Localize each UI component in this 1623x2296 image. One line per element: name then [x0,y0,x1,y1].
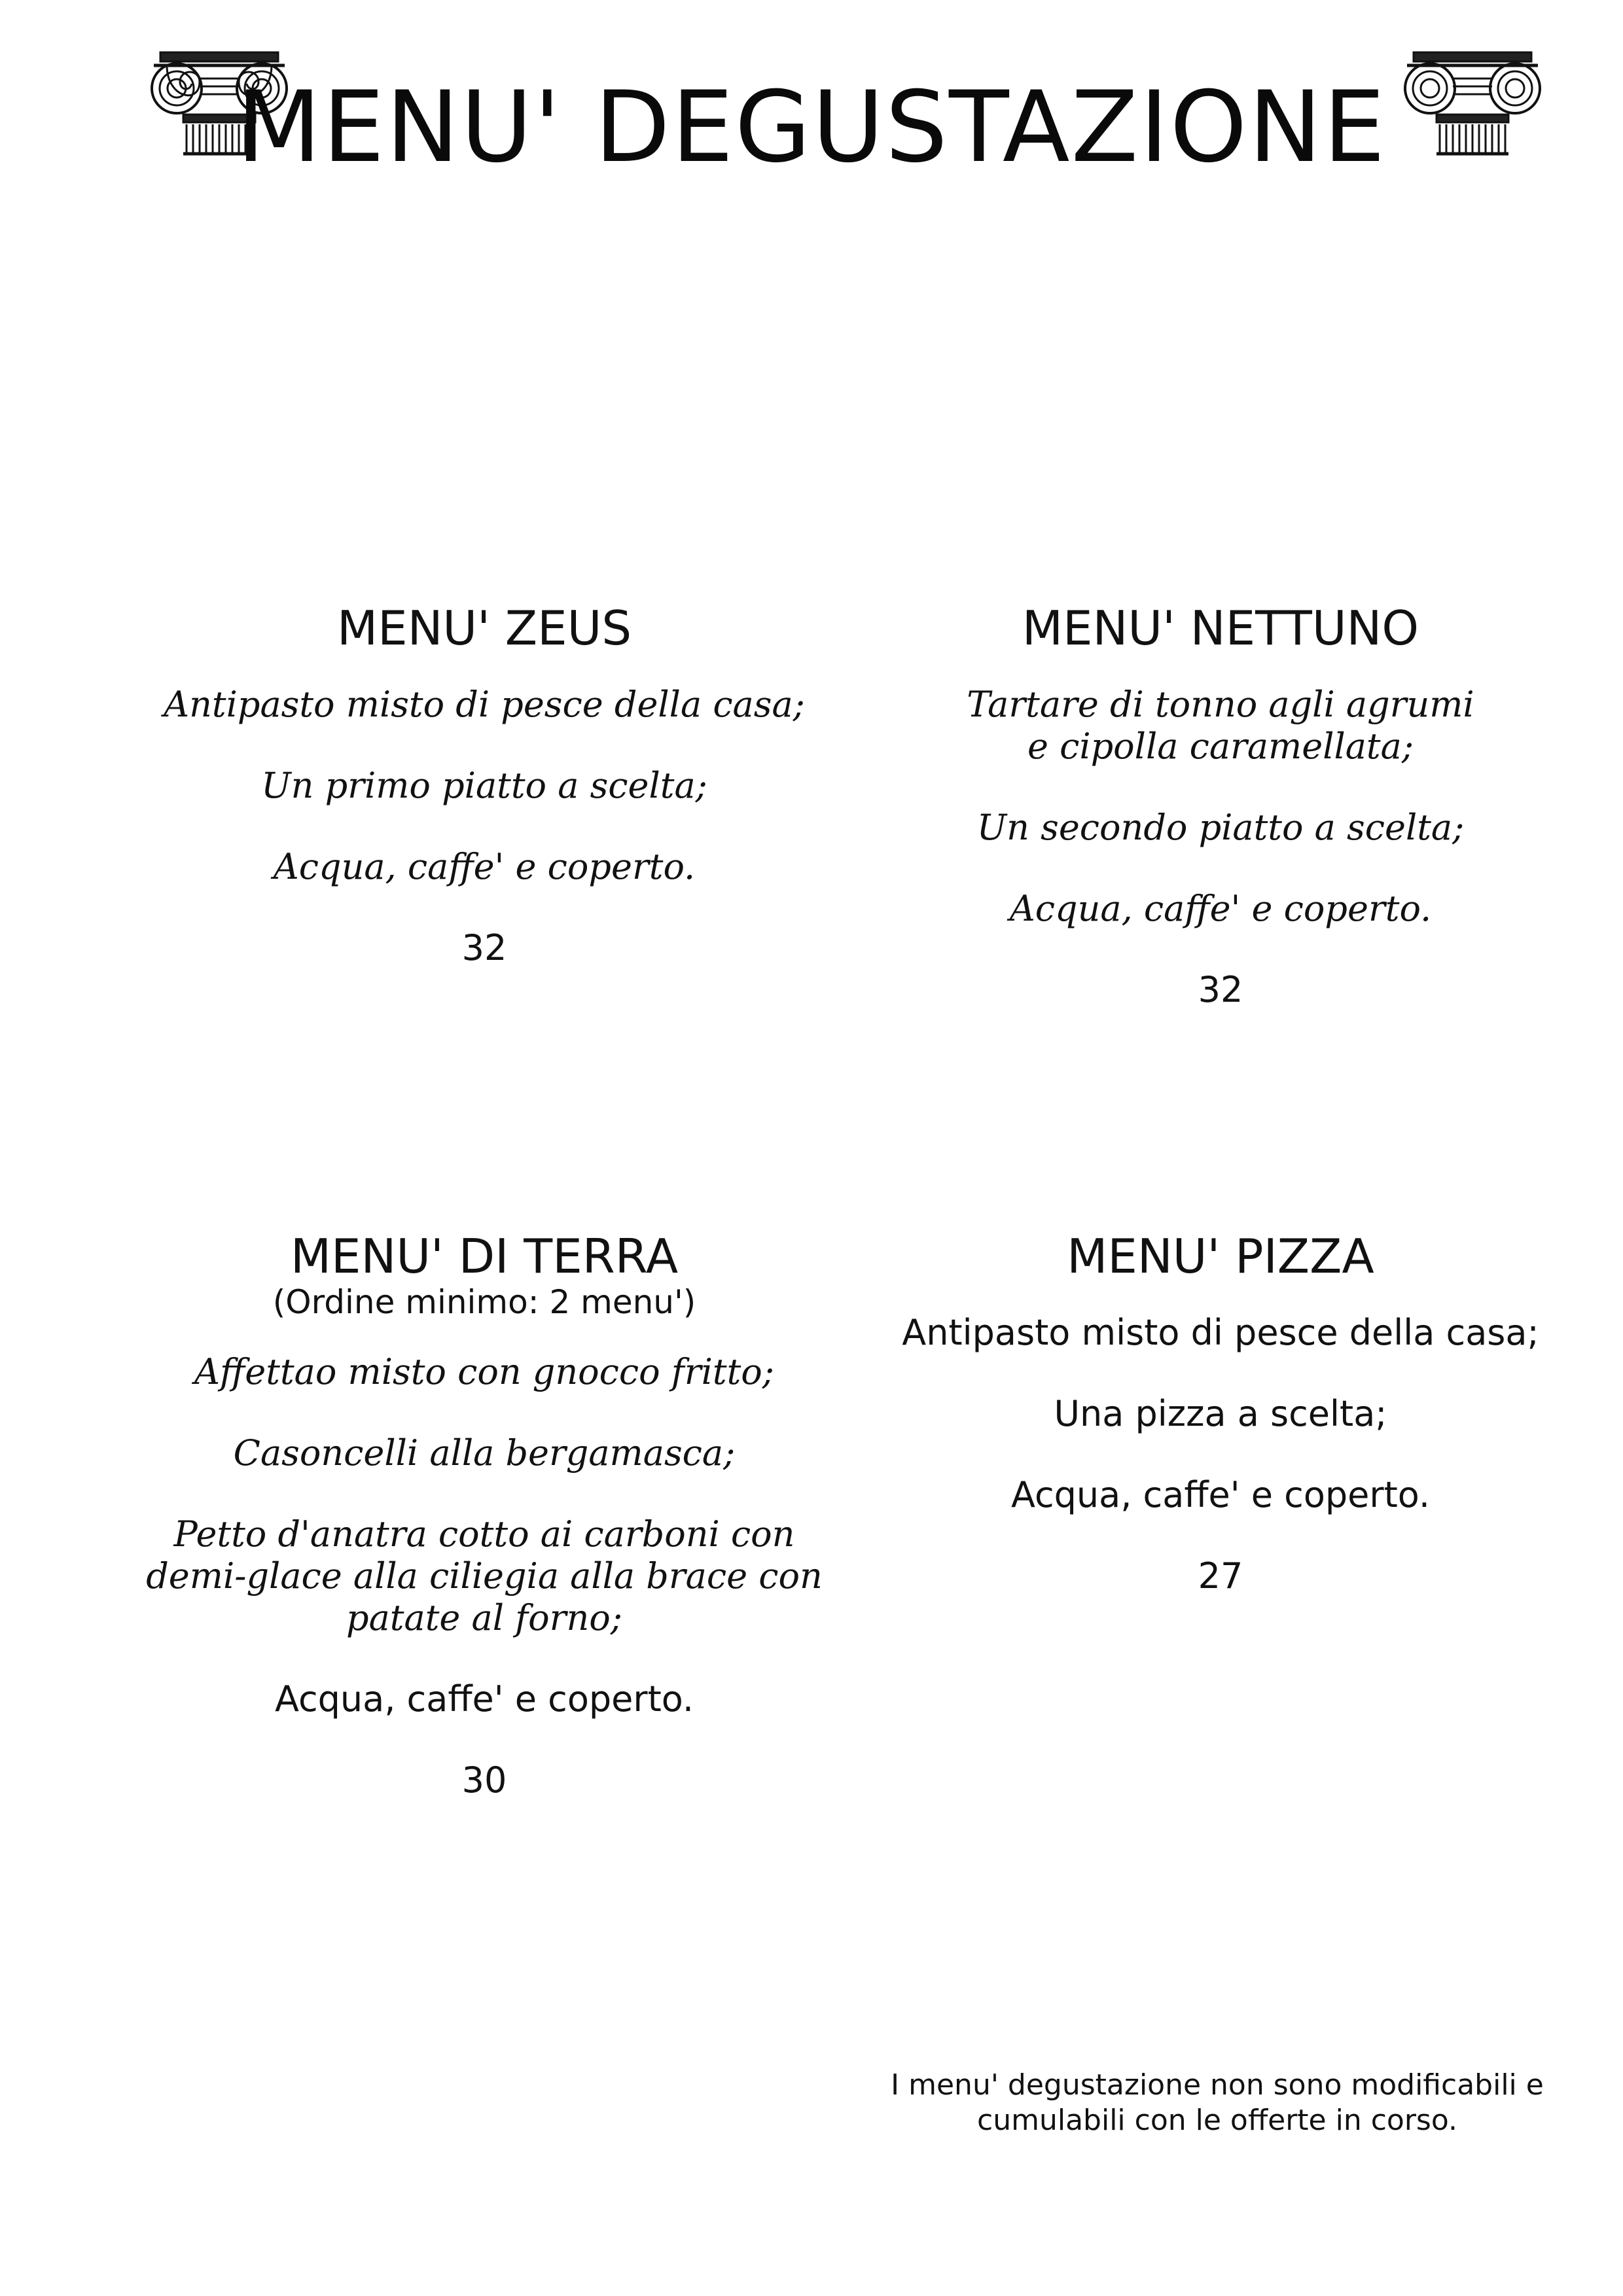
menu-title: MENU' NETTUNO [1022,601,1419,656]
menu-di-terra [108,1230,861,1801]
menu-title: MENU' ZEUS [336,601,632,656]
menu-title: MENU' DI TERRA [290,1229,679,1284]
menu-item: Antipasto misto di pesce della casa; [902,1312,1539,1353]
menu-item: Acqua, caffe' e coperto. [1010,1474,1431,1515]
menu-item: Antipasto misto di pesce della casa; [164,684,805,725]
menu-item: Acqua, caffe' e coperto. [1009,888,1432,929]
page-header [0,46,1623,185]
menu-item: Casoncelli alla bergamasca; [233,1432,736,1474]
menu-title: MENU' PIZZA [1067,1229,1374,1284]
footer-note: I menu' degustazione non sono modificabili e cumulabili con le offerte in corso. [891,2068,1544,2137]
menu-price: 32 [461,927,507,968]
menu-item: Un secondo piatto a scelta; [976,807,1465,848]
menu-pizza [844,1230,1597,1597]
menu-item: Tartare di tonno agli agrumi e cipolla caramellata; [967,684,1474,767]
menu-price: 32 [1198,969,1243,1010]
page-title: MENU' DEGUSTAZIONE [236,71,1387,185]
menu-subtitle: (Ordine minimo: 2 menu') [272,1283,696,1321]
menu-zeus [108,602,861,969]
menu-item: Acqua, caffe' e coperto. [274,1678,694,1720]
ionic-capital-icon [1394,46,1551,157]
menu-price: 27 [1198,1555,1243,1597]
menu-item: Una pizza a scelta; [1054,1393,1387,1434]
menu-item: Un primo piatto a scelta; [261,765,707,806]
menu-item: Affettao misto con gnocco fritto; [194,1351,774,1392]
menu-item: Petto d'anatra cotto ai carboni con demi-glace alla ciliegia alla brace con patate al forno; [146,1513,823,1638]
menu-item: Acqua, caffe' e coperto. [273,846,696,887]
menu-price: 30 [461,1759,507,1801]
menu-nettuno [844,602,1597,1011]
